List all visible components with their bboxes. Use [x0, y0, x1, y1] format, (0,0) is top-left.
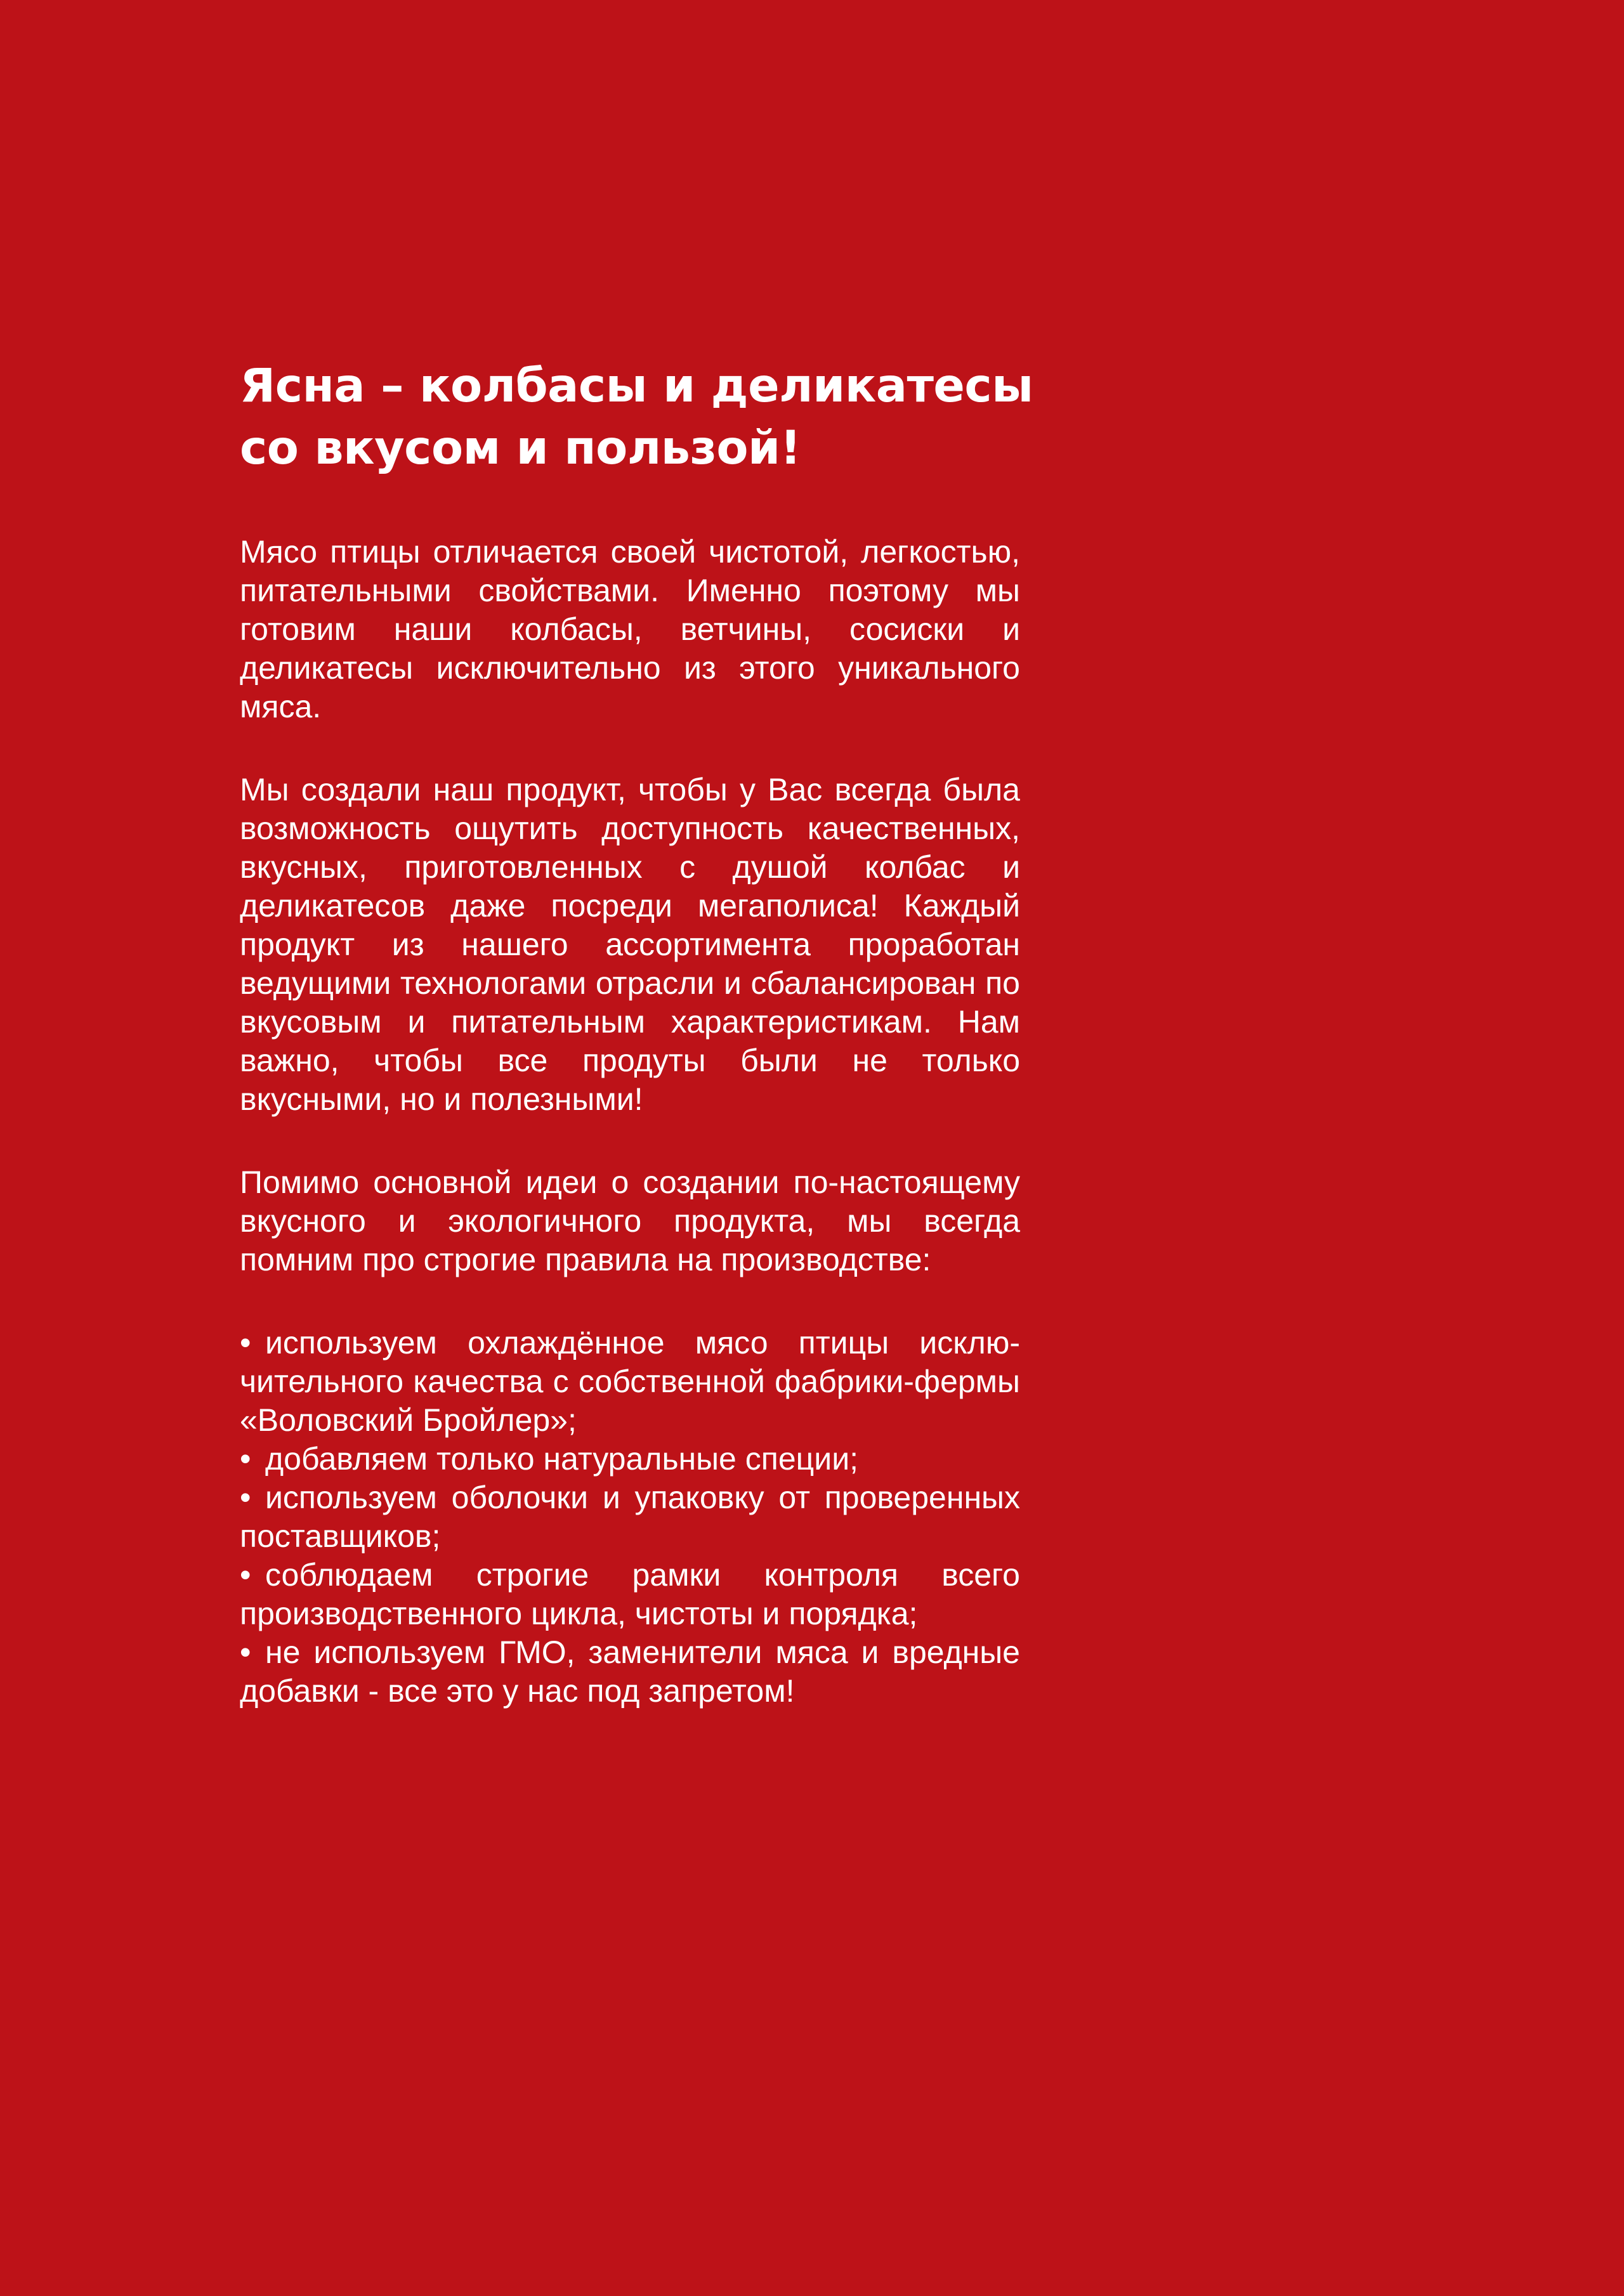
page-title-line-2: со вкусом и пользой!: [240, 421, 801, 475]
list-item: [240, 1556, 1020, 1633]
production-rules-list: [240, 1324, 1020, 1711]
list-item: [240, 1324, 1020, 1440]
list-item-text: не используем ГМО, заменители мяса и вредные добавки - все это у нас под запретом!: [240, 1634, 1020, 1709]
list-item-text: соблюдаем строгие рамки контроля всего производственного цикла, чистоты и порядка;: [240, 1557, 1020, 1631]
page-title-line-1: Ясна – колбасы и деликатесы: [240, 359, 1033, 413]
list-item: [240, 1440, 1020, 1478]
bullet-icon: •: [240, 1325, 251, 1360]
bullet-icon: •: [240, 1441, 251, 1477]
list-item: [240, 1478, 1020, 1556]
list-item-text: используем оболочки и упаковку от проверенных поставщиков;: [240, 1480, 1020, 1554]
intro-paragraph: Мясо птицы отличается своей чистотой, легкостью, питательными свойствами. Именно поэтому мы готовим наши колбасы, ветчины, сосиски и деликатесы исключительно из этого уникального мяса.: [240, 534, 1020, 724]
list-item-text: добавляем только натуральные специи;: [265, 1441, 859, 1477]
production-paragraph: Помимо основной идеи о создании по-настоящему вкусного и экологичного продукта, мы всегда помним про строгие правила на производстве:: [240, 1164, 1020, 1277]
product-paragraph: Мы создали наш продукт, чтобы у Вас всегда была возможность ощутить доступность качественных, вкусных, приготовленных с душой колбас и деликатесов даже посреди мегаполиса! Каждый продукт из нашего ассортимента проработан ведущими технологами отрасли и сбалансирован по вкусовым и питательным характеристикам. Нам важно, чтобы все продуты были не только вкусными, но и полезными!: [240, 772, 1020, 1117]
list-item: [240, 1633, 1020, 1711]
bullet-icon: •: [240, 1557, 251, 1593]
list-item-text: используем охлаждённое мясо птицы исключительного качества с собственной фабрики-фермы «Воловский Бройлер»;: [240, 1325, 1020, 1438]
bullet-icon: •: [240, 1634, 251, 1670]
page-content: [240, 355, 1033, 1711]
bullet-icon: •: [240, 1480, 251, 1515]
page-title: [240, 355, 1033, 479]
